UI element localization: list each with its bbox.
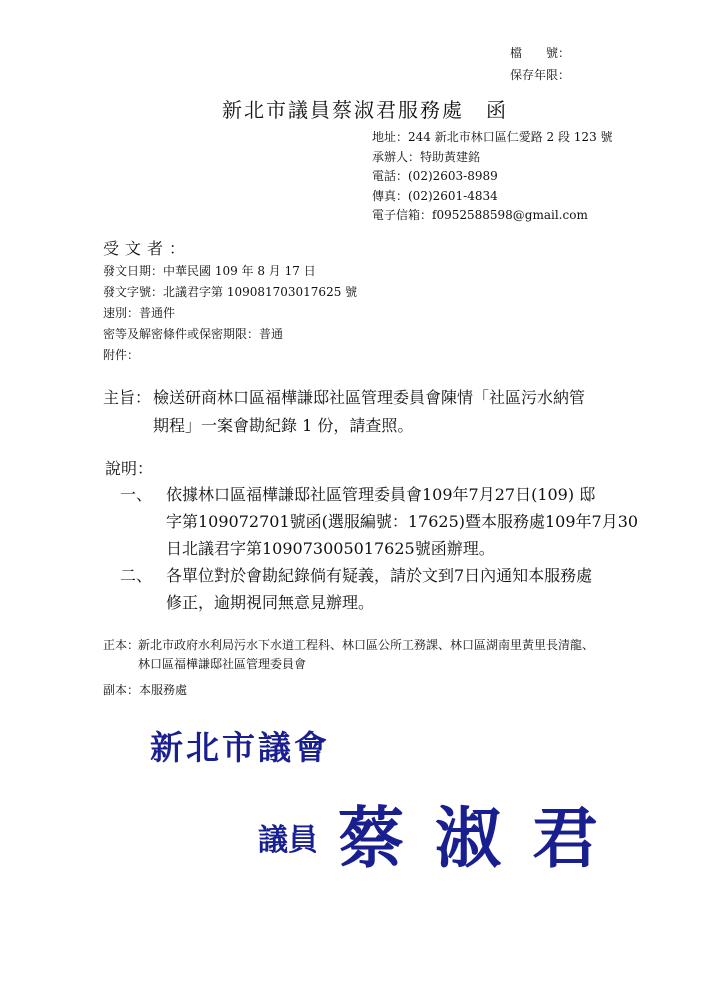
councilor-signature: 蔡 淑 君 [338,800,602,877]
explanation-item-line: 修正，逾期視同無意見辦理。 [166,593,375,612]
sender-fax: 傳真：(02)2601-4834 [372,188,498,203]
explanation-item [120,562,640,616]
subject-line-1: 檢送研商林口區福樺謙邸社區管理委員會陳情「社區污水納管 [153,388,586,407]
explanation-item [120,481,640,562]
security-level: 密等及解密條件或保密期限：普通 [103,327,284,341]
subject-label: 主旨： [103,388,152,407]
attachment-label: 附件： [103,348,140,362]
explanation-item-body [166,481,638,562]
council-stamp: 新北市議會 [150,728,330,767]
document-title: 新北市議員蔡淑君服務處 函 [222,98,508,122]
sender-address: 地址：244 新北市林口區仁愛路 2 段 123 號 [372,130,613,144]
explanation-item-line: 依據林口區福樺謙邸社區管理委員會109年7月27日(109) 邸 [166,485,596,504]
retention-period-label: 保存年限： [510,68,571,82]
councilor-title-stamp: 議員 [258,823,318,858]
explanation-item-line: 各單位對於會勘紀錄倘有疑義，請於文到7日內通知本服務處 [166,566,593,585]
document-info [103,261,357,366]
sender-email: 電子信箱：f0952588598@gmail.com [372,208,588,222]
explanation-label: 說明： [105,459,154,478]
sender-handler: 承辦人：特助黃建銘 [372,149,481,164]
delivery-speed: 速別：普通件 [103,306,176,320]
carbon-copy: 副本：本服務處 [103,683,188,697]
main-recipients-label: 正本： [103,638,140,652]
explanation-item-number: 一、 [120,485,153,504]
issue-date: 發文日期：中華民國 109 年 8 月 17 日 [103,264,316,278]
file-number-label: 檔 號： [510,46,571,60]
explanation-item-line: 日北議君字第109073005017625號函辦理。 [166,539,495,558]
main-recipients-line-1: 新北市政府水利局污水下水道工程科、林口區公所工務課、林口區湖南里黃里長清龍、 [138,638,595,652]
recipient-label: 受文者： [103,239,192,258]
document-number: 發文字號：北議君字第 109081703017625 號 [103,285,358,299]
sender-info [372,128,613,226]
explanation-item-line: 字第109072701號函(選服編號：17625)暨本服務處109年7月30 [166,512,639,531]
explanation-item-number: 二、 [120,566,153,585]
explanation-item-body [166,562,592,616]
sender-phone: 電話：(02)2603-8989 [372,169,498,183]
subject-line-2: 期程」一案會勘紀錄 1 份，請查照。 [153,416,414,435]
main-recipients-line-2: 林口區福樺謙邸社區管理委員會 [138,657,307,671]
